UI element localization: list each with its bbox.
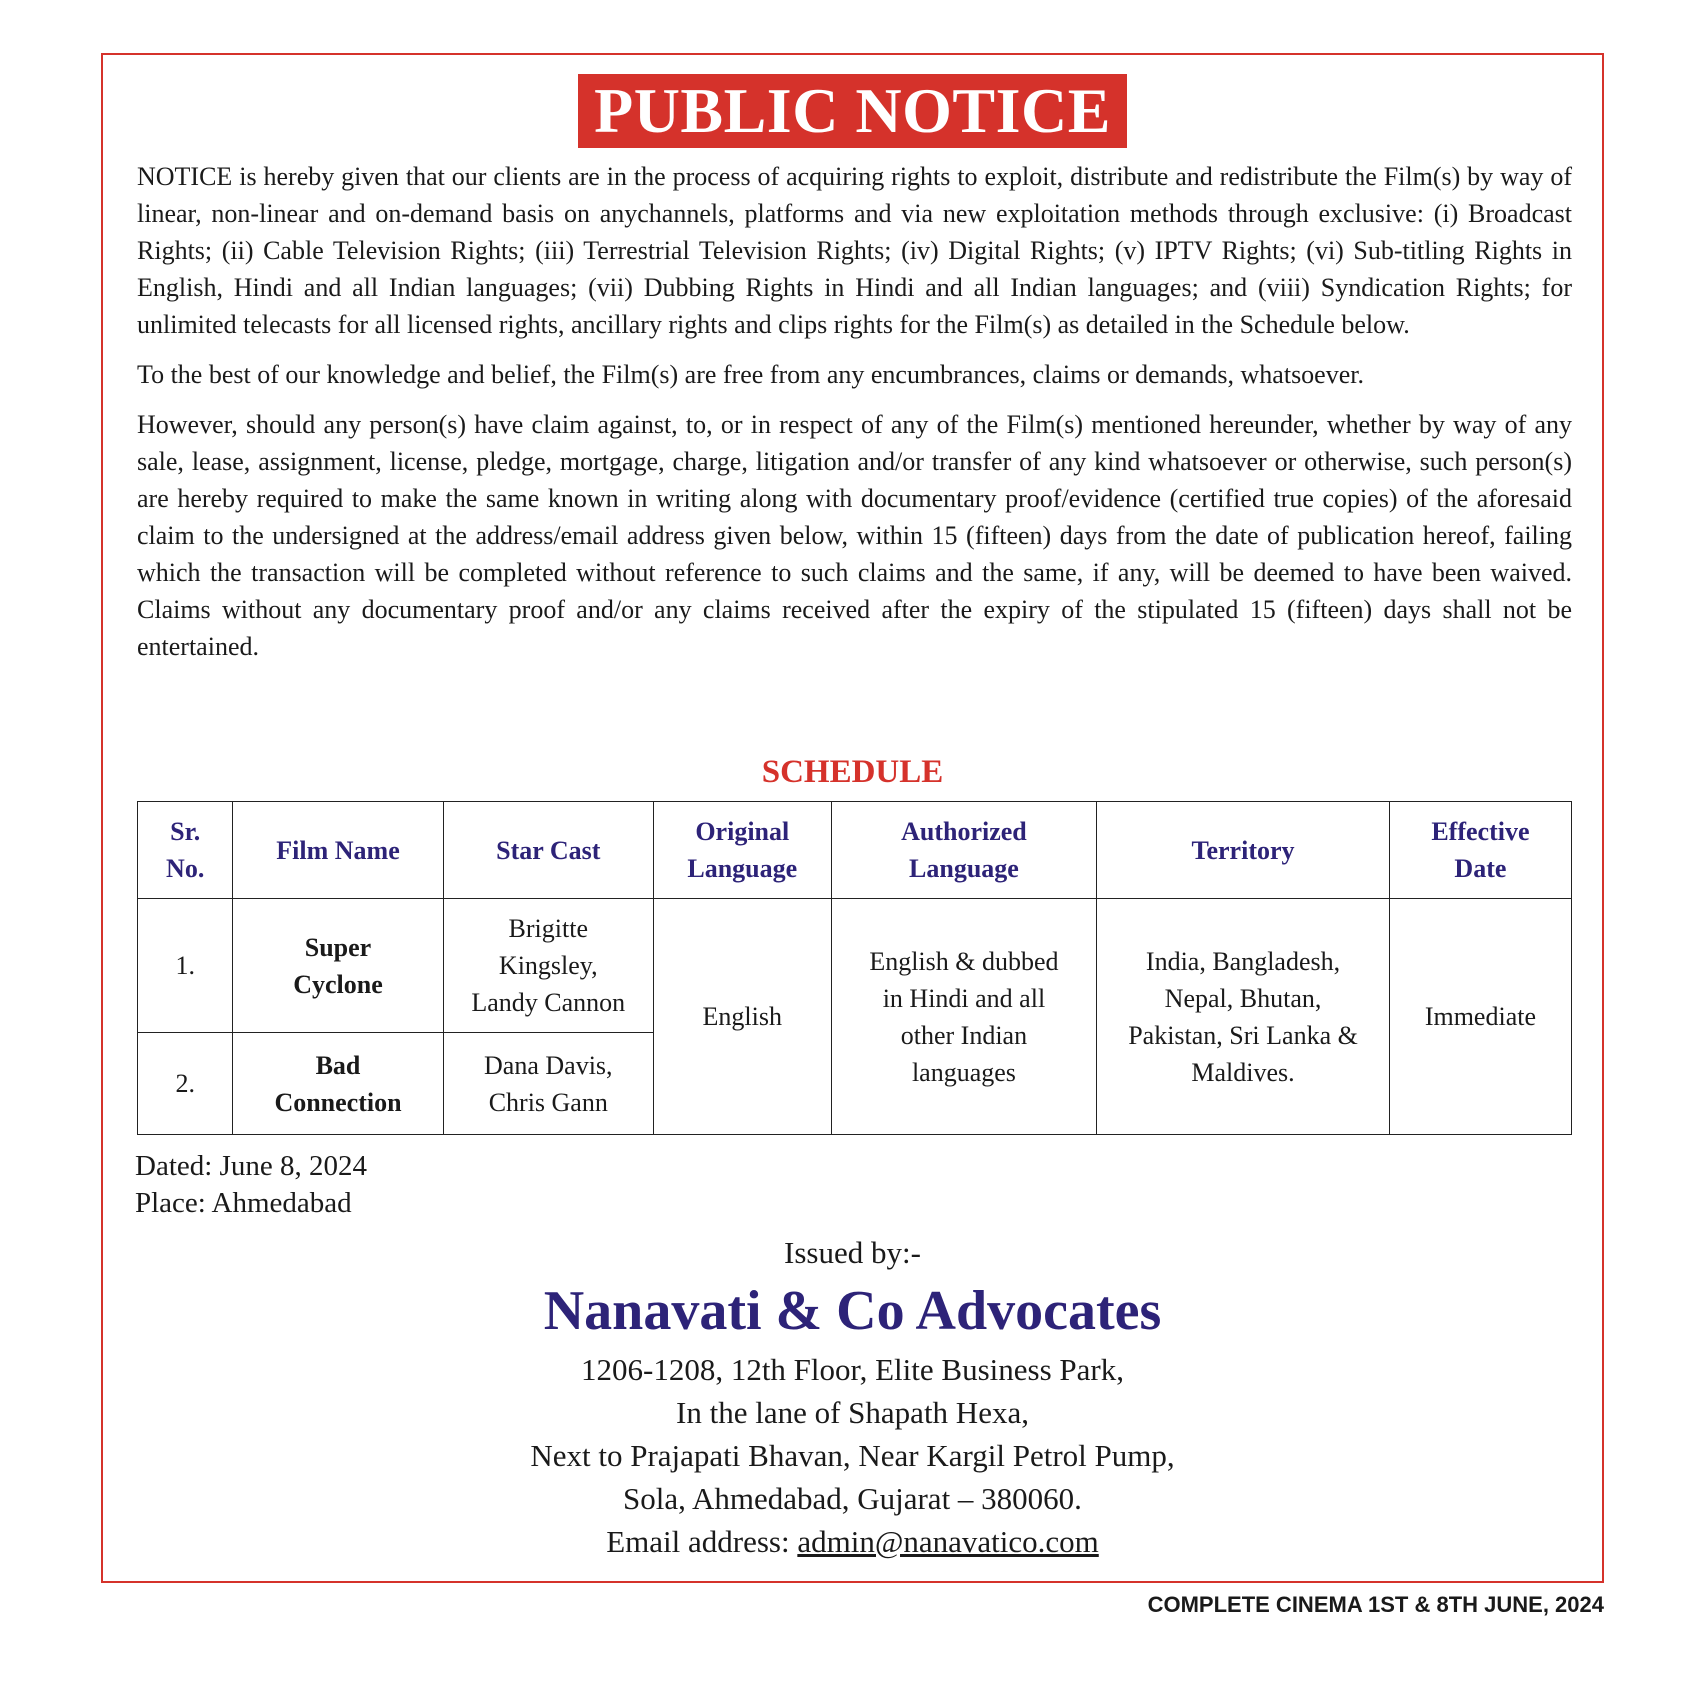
address-line-3: Next to Prajapati Bhavan, Near Kargil Petrol Pump, xyxy=(530,1438,1175,1473)
cast-line2: Chris Gann xyxy=(488,1087,608,1117)
date-place-block xyxy=(135,1148,367,1222)
header-auth-line1: Authorized xyxy=(901,817,1027,846)
cell-sr-no: 2. xyxy=(138,1033,233,1135)
cast-line2: Kingsley, xyxy=(498,951,598,980)
cell-film-name xyxy=(233,899,443,1033)
table-row xyxy=(138,899,1572,1033)
header-eff-line2: Date xyxy=(1454,854,1507,883)
firm-name: Nanavati & Co Advocates xyxy=(543,1280,1162,1342)
territory-line3: Pakistan, Sri Lanka & xyxy=(1128,1020,1358,1050)
email-link[interactable]: admin@nanavatico.com xyxy=(797,1524,1099,1559)
table-header-row xyxy=(138,802,1572,899)
cell-film-name xyxy=(233,1033,443,1135)
address-line-1: 1206-1208, 12th Floor, Elite Business Park, xyxy=(581,1352,1124,1387)
auth-lang-line2: in Hindi and all xyxy=(882,983,1046,1013)
header-film-name: Film Name xyxy=(233,802,443,899)
territory-line1: India, Bangladesh, xyxy=(1145,946,1341,976)
header-sr-no xyxy=(138,802,233,899)
header-star-cast: Star Cast xyxy=(443,802,653,899)
email-label: Email address: xyxy=(606,1524,798,1559)
notice-paragraph-3: However, should any person(s) have claim against, to, or in respect of any of the Film(s) mentioned hereunder, whether by way of any sale, lease, assignment, license, pledge, mortgage, charge, litigation and/or transfer of any kind whatsoever or otherwise, such person(s) are hereby required to make the same known in writing along with documentary proof/evidence (certified true copies) of the aforesaid claim to the undersigned at the address/email address given below, within 15 (fifteen) days from the date of publication hereof, failing which the transaction will be completed without reference to such claims and the same, if any, will be deemed to have been waived. Claims without any documentary proof and/or any claims received after the expiry of the stipulated 15 (fifteen) days shall not be entertained. xyxy=(137,410,1572,661)
notice-title: PUBLIC NOTICE xyxy=(578,74,1127,148)
header-sr-line1: Sr. xyxy=(170,817,201,846)
header-eff-line1: Effective xyxy=(1431,817,1530,846)
cell-territory xyxy=(1097,899,1390,1135)
header-sr-line2: No. xyxy=(166,854,205,883)
territory-line4: Maldives. xyxy=(1191,1057,1295,1087)
header-auth-line2: Language xyxy=(909,854,1019,883)
place-text: Place: Ahmedabad xyxy=(135,1187,352,1219)
notice-body xyxy=(137,158,1572,678)
cast-line1: Dana Davis, xyxy=(484,1050,613,1080)
cell-sr-no: 1. xyxy=(138,899,233,1033)
notice-frame xyxy=(101,53,1604,1583)
schedule-table xyxy=(137,801,1572,1135)
header-authorized-language xyxy=(831,802,1097,899)
header-orig-line1: Original xyxy=(695,817,790,846)
cell-original-language: English xyxy=(653,899,831,1135)
film-name-line2: Connection xyxy=(274,1087,402,1117)
header-effective-date xyxy=(1389,802,1571,899)
issued-by-label: Issued by:- xyxy=(784,1235,921,1270)
cast-line3: Landy Cannon xyxy=(471,988,626,1017)
publication-footer: COMPLETE CINEMA 1ST & 8TH JUNE, 2024 xyxy=(1147,1592,1604,1617)
header-original-language xyxy=(653,802,831,899)
cell-authorized-language xyxy=(831,899,1097,1135)
auth-lang-line1: English & dubbed xyxy=(869,946,1059,976)
film-name-line1: Bad xyxy=(315,1050,361,1080)
cell-star-cast xyxy=(443,1033,653,1135)
cell-star-cast xyxy=(443,899,653,1033)
film-name-line1: Super xyxy=(304,932,372,962)
cast-line1: Brigitte xyxy=(508,914,588,943)
header-territory: Territory xyxy=(1097,802,1390,899)
auth-lang-line4: languages xyxy=(911,1057,1016,1087)
header-orig-line2: Language xyxy=(687,854,798,883)
dated-text: Dated: June 8, 2024 xyxy=(135,1150,367,1182)
film-name-line2: Cyclone xyxy=(293,969,383,999)
cell-effective-date: Immediate xyxy=(1389,899,1571,1135)
notice-paragraph-1: NOTICE is hereby given that our clients are in the process of acquiring rights to exploit, distribute and redistribute the Film(s) by way of linear, non-linear and on-demand basis on anychannels, platforms and via new exploitation methods through exclusive: (i) Broadcast Rights; (ii) Cable Television Rights; (iii) Terrestrial Television Rights; (iv) Digital Rights; (v) IPTV Rights; (vi) Sub-titling Rights in English, Hindi and all Indian languages; (vii) Dubbing Rights in Hindi and all Indian languages; and (viii) Syndication Rights; for unlimited telecasts for all licensed rights, ancillary rights and clips rights for the Film(s) as detailed in the Schedule below. xyxy=(137,162,1572,339)
title-wrap xyxy=(103,74,1602,148)
auth-lang-line3: other Indian xyxy=(900,1020,1028,1050)
firm-address xyxy=(103,1348,1602,1563)
notice-paragraph-2: To the best of our knowledge and belief, the Film(s) are free from any encumbrances, claims or demands, whatsoever. xyxy=(137,360,1364,389)
email-line xyxy=(103,1520,1602,1563)
address-line-2: In the lane of Shapath Hexa, xyxy=(676,1395,1029,1430)
address-line-4: Sola, Ahmedabad, Gujarat – 380060. xyxy=(623,1481,1082,1516)
schedule-title: SCHEDULE xyxy=(761,754,944,790)
territory-line2: Nepal, Bhutan, xyxy=(1164,983,1322,1013)
